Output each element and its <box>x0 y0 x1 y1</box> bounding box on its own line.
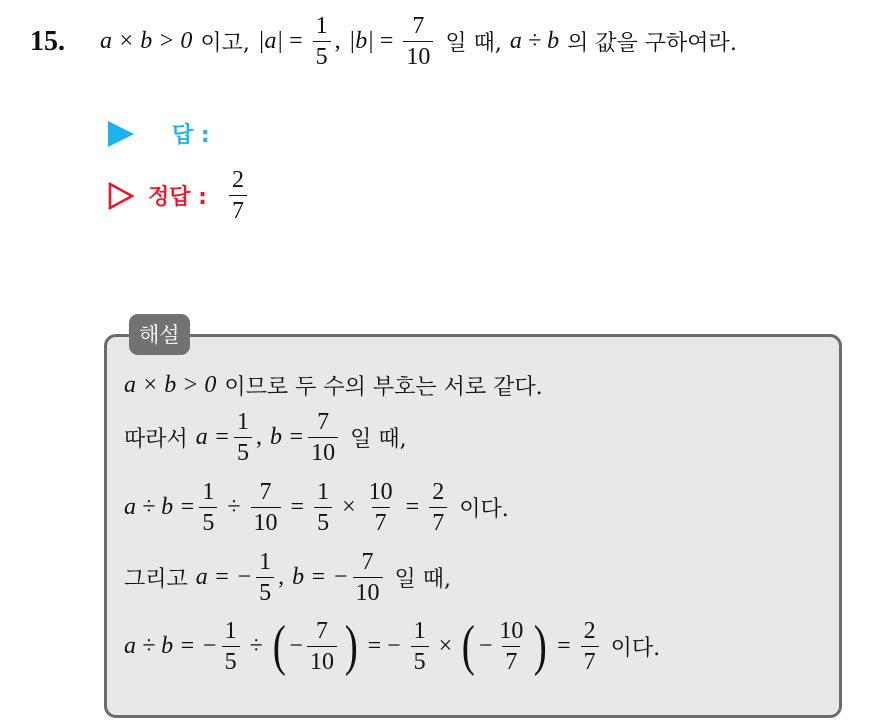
question-connector-1: 이고, <box>200 31 250 56</box>
question-connector-2: 일 때, <box>445 31 502 56</box>
question-number: 15. <box>30 26 65 57</box>
solution-line-2: 따라서 a = $\frac{1}{5}$ , b = $\frac{7}{10}$ 일 때, <box>124 409 407 466</box>
question-text: a × b > 0 이고, |a| = $\frac{1}{5}$ , |b| = $\frac{7}{10}$ 일 때, a ÷ b 의 값을 구하여라. <box>100 13 737 70</box>
question-connector-3: 의 값을 구하여라. <box>567 31 737 56</box>
abs-b-fraction: $\frac{7}{10}$ <box>403 14 433 69</box>
outline-triangle-icon <box>108 182 134 210</box>
solution-line-3: a ÷ b = $\frac{1}{5}$ ÷ $\frac{7}{10}$ = $\frac{1}{5}$ × $\frac{10}{7}$ = $\frac{2}{7}$ 이다. <box>124 479 509 536</box>
abs-a-fraction: $\frac{1}{5}$ <box>313 14 331 69</box>
correct-answer-value: $\frac{2}{7}$ <box>229 168 247 223</box>
solution-line-5: a ÷ b = − $\frac{1}{5}$ ÷ ( − $\frac{7}{10}$ ) = − $\frac{1}{5}$ × ( − $\frac{10}{7}$ ) = $\frac{2}{7}$ 이다. <box>124 615 661 677</box>
solution-line-4: 그리고 a = − $\frac{1}{5}$ , b = − $\frac{7}{10}$ 일 때, <box>124 549 452 606</box>
abs-b: |b| <box>348 28 374 54</box>
question-condition: a × b > 0 <box>100 28 193 54</box>
abs-a: |a| <box>257 28 284 54</box>
correct-answer-label: 정답 : <box>148 185 207 210</box>
answer-row <box>108 118 210 149</box>
correct-answer-row <box>108 168 251 223</box>
solution-line-1: a × b > 0 이므로 두 수의 부호는 서로 같다. <box>124 372 543 400</box>
filled-triangle-icon <box>108 121 134 147</box>
solution-tag: 해설 <box>129 314 190 355</box>
answer-label: 답 : <box>172 123 210 148</box>
question-expression: a ÷ b <box>509 28 560 54</box>
